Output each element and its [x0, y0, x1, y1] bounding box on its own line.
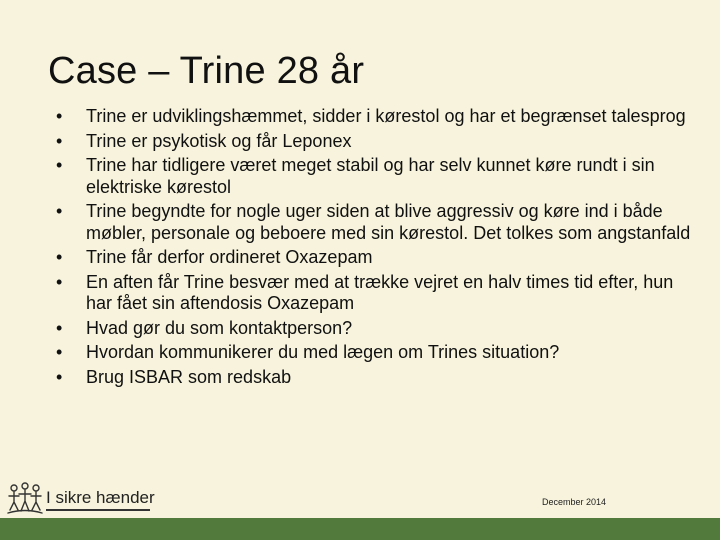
bullet-dot: • [56, 201, 63, 221]
slide-title: Case – Trine 28 år [48, 50, 365, 92]
bullet-dot: • [56, 317, 63, 338]
bullet-text: Trine er psykotisk og får Leponex [86, 130, 352, 151]
footer-date: December 2014 [542, 497, 607, 507]
bullet-dot: • [56, 130, 63, 151]
bullet-text: Brug ISBAR som redskab [86, 366, 292, 387]
bullet-text: Hvordan kommunikerer du med lægen om Trines situation? [86, 342, 560, 362]
bullet-item [56, 155, 696, 198]
bullet-text: Trine har tidligere været meget stabil og har selv kunnet køre rundt i sin elektriske kørestol [86, 155, 655, 197]
logo-underline [46, 509, 150, 511]
bullet-dot: • [56, 106, 63, 126]
bullet-item [56, 106, 696, 128]
bullet-text: Trine får derfor ordineret Oxazepam [86, 247, 373, 267]
bullet-dot: • [56, 271, 63, 292]
people-group-icon [6, 482, 44, 516]
bullet-text: Trine begyndte for nogle uger siden at blive aggressiv og køre ind i både møbler, personale og beboere med sin kørestol. Det tolkes som angstanfald [86, 201, 691, 243]
bullet-item [56, 131, 696, 153]
bullet-dot: • [56, 247, 63, 267]
bullet-item [56, 367, 696, 389]
logo-text: I sikre hænder [46, 488, 155, 507]
bullet-item [56, 272, 696, 315]
bullet-item [56, 247, 696, 269]
bullet-dot: • [56, 366, 63, 387]
bullet-text: En aften får Trine besvær med at trække vejret en halv times tid efter, hun har fået sin aftendosis Oxazepam [86, 271, 674, 313]
bullet-dot: • [56, 155, 63, 175]
bullet-item [56, 201, 696, 244]
bullet-item [56, 342, 696, 364]
bullet-text: Hvad gør du som kontaktperson? [86, 317, 353, 338]
bullet-dot: • [56, 342, 63, 362]
bullet-text: Trine er udviklingshæmmet, sidder i kørestol og har et begrænset talesprog [86, 106, 686, 126]
bullet-item [56, 318, 696, 340]
bullet-list [56, 106, 696, 391]
footer-logo [6, 482, 156, 516]
footer-bar [0, 518, 720, 540]
